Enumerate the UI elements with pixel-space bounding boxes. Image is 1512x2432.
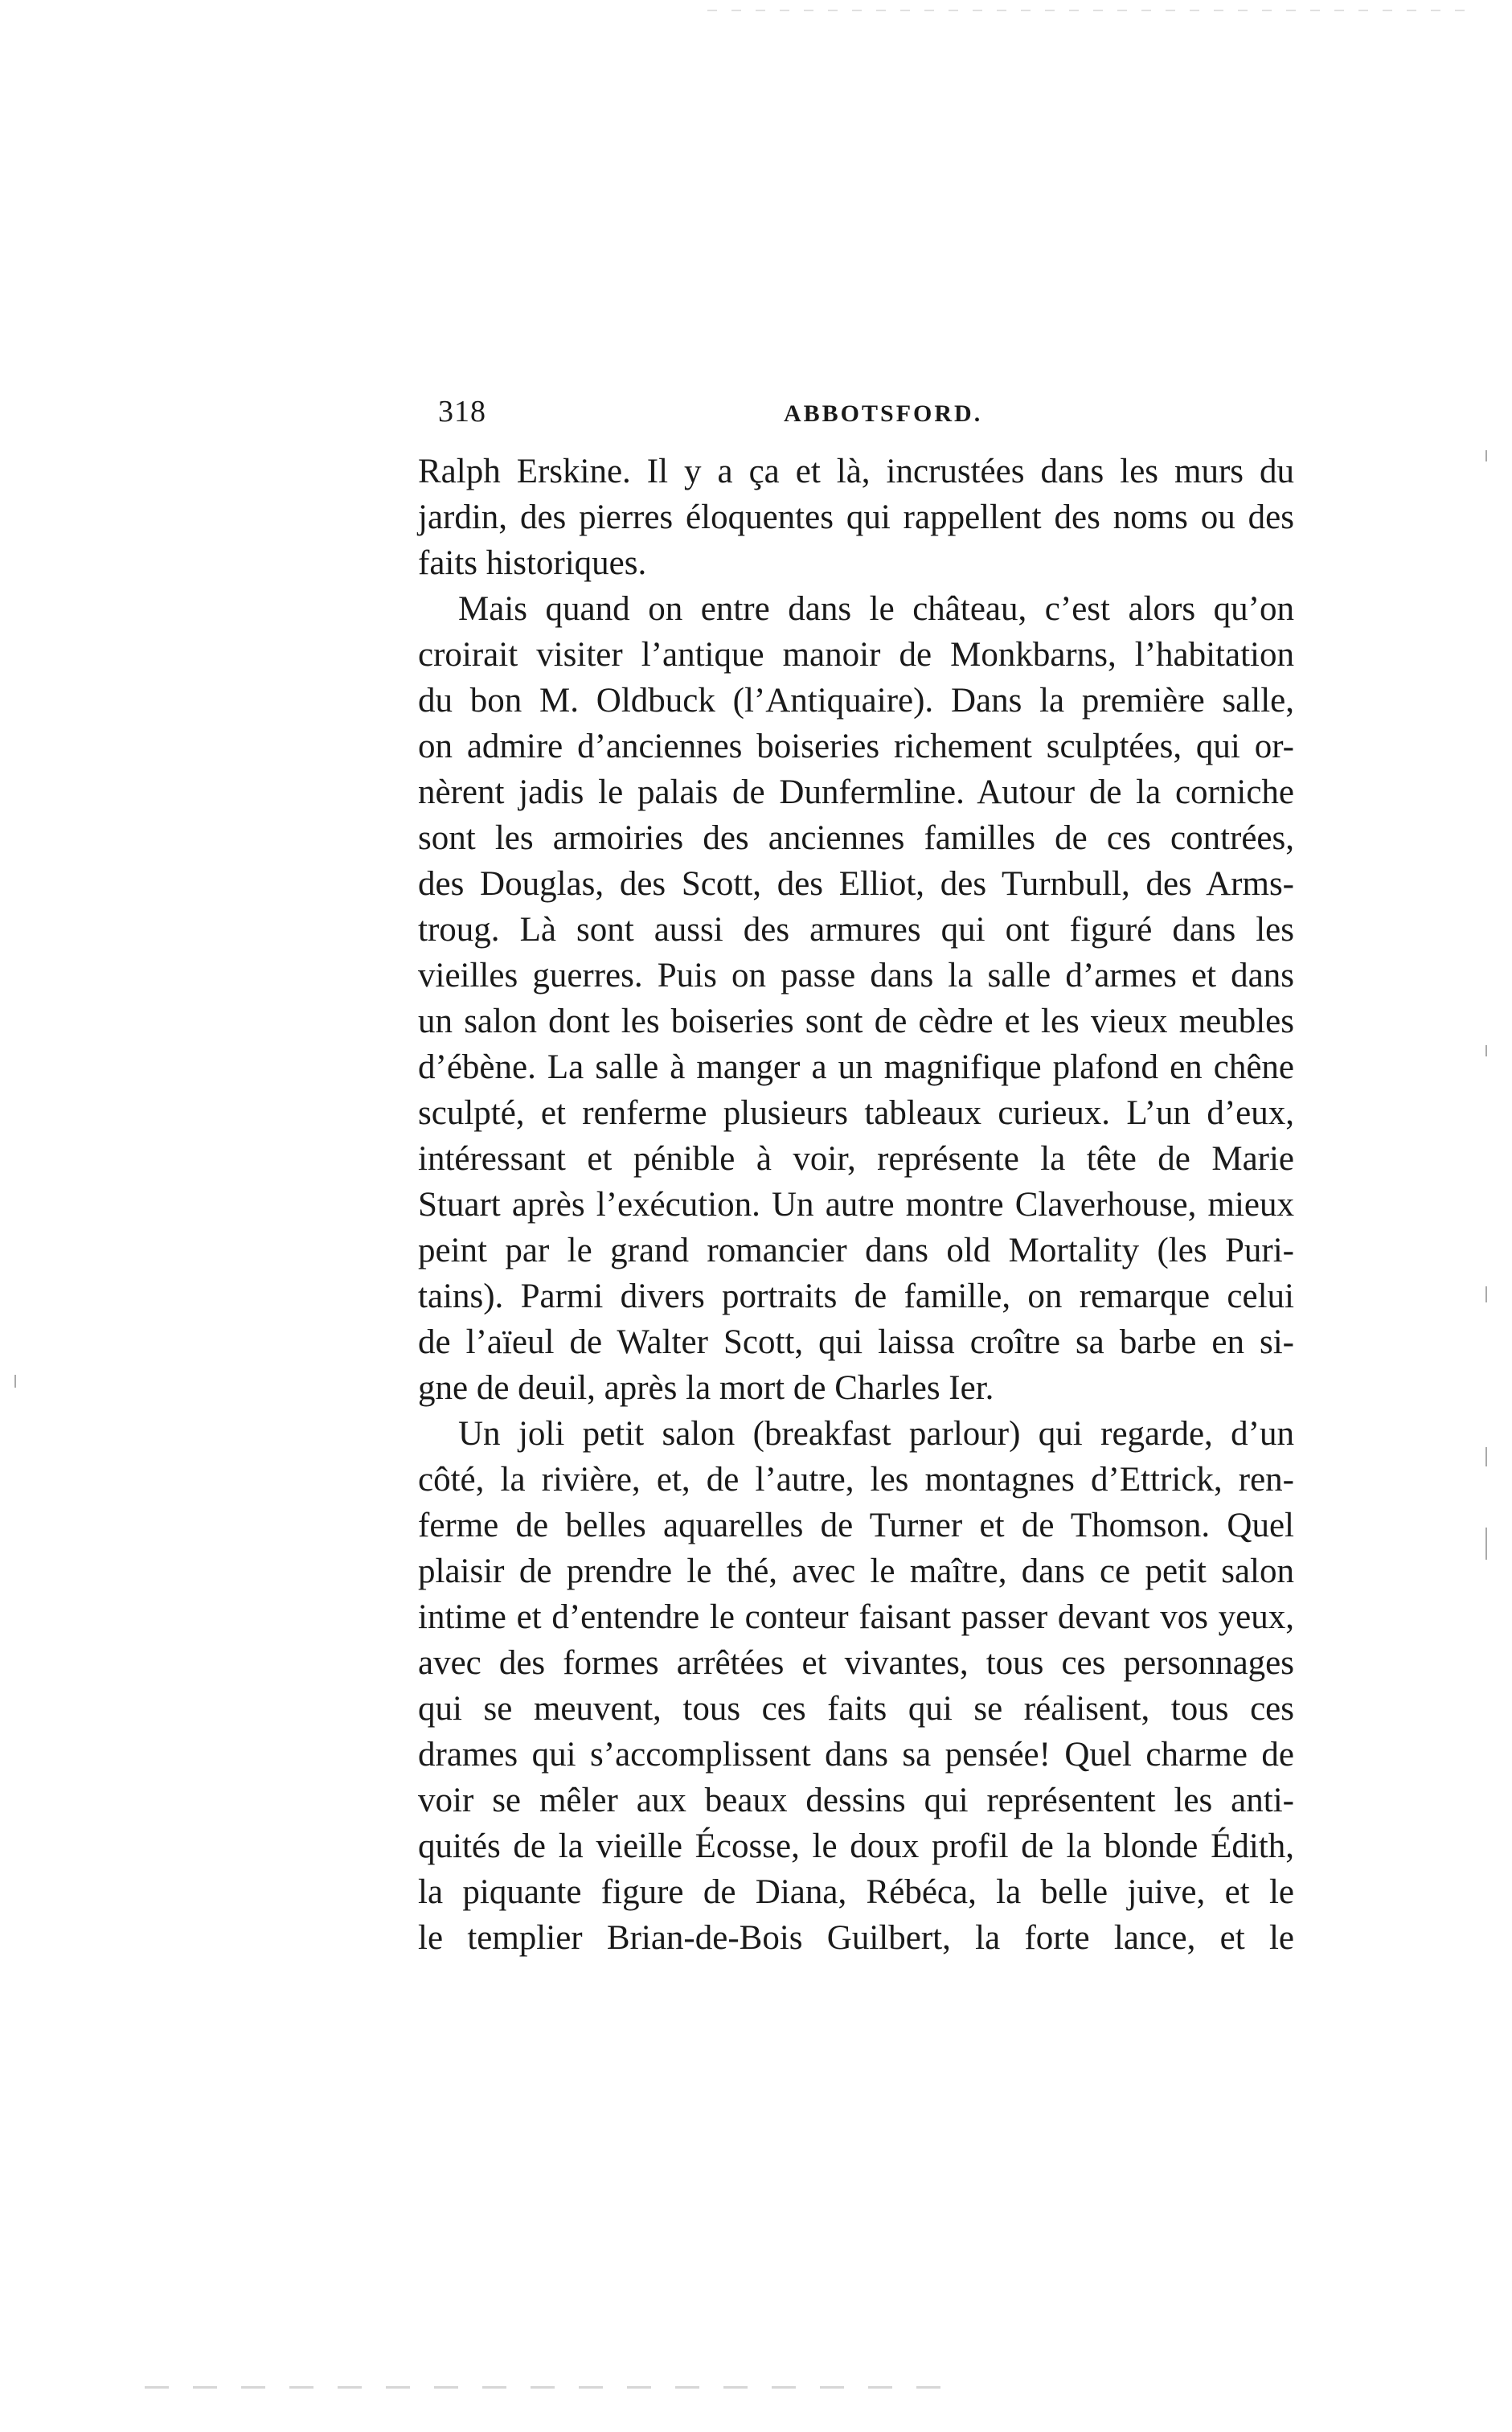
body-text bbox=[418, 449, 1294, 1961]
scan-margin-mark bbox=[1485, 450, 1487, 461]
scan-margin-mark bbox=[1485, 1286, 1487, 1302]
text-line: gne de deuil, après la mort de Charles Ier. bbox=[418, 1369, 994, 1407]
scan-edge-mark-top bbox=[707, 10, 1479, 11]
text-line: peint par le grand romancier dans old Mortality (les Puri- bbox=[418, 1232, 1294, 1269]
text-line: qui se meuvent, tous ces faits qui se réalisent, tous ces bbox=[418, 1690, 1294, 1728]
text-line: sont les armoiries des anciennes familles de ces contrées, bbox=[418, 819, 1294, 857]
text-line: Mais quand on entre dans le château, c’est alors qu’on bbox=[458, 590, 1294, 628]
text-line: voir se mêler aux beaux dessins qui représentent les anti- bbox=[418, 1782, 1294, 1819]
text-line: sculpté, et renferme plusieurs tableaux curieux. L’un d’eux, bbox=[418, 1094, 1294, 1132]
page-number: 318 bbox=[438, 395, 486, 429]
text-line: troug. Là sont aussi des armures qui ont figuré dans les bbox=[418, 911, 1294, 949]
text-line: intime et d’entendre le conteur faisant passer devant vos yeux, bbox=[418, 1598, 1294, 1636]
text-line: quités de la vieille Écosse, le doux profil de la blonde Édith, bbox=[418, 1827, 1294, 1865]
text-line: Stuart après l’exécution. Un autre montre Claverhouse, mieux bbox=[418, 1186, 1294, 1224]
text-line: drames qui s’accomplissent dans sa pensée! Quel charme de bbox=[418, 1736, 1294, 1774]
running-head bbox=[438, 394, 1302, 442]
scan-margin-mark bbox=[14, 1375, 16, 1388]
scan-margin-mark bbox=[1485, 1528, 1487, 1560]
text-line: plaisir de prendre le thé, avec le maître, dans ce petit salon bbox=[418, 1552, 1294, 1590]
text-line: Ralph Erskine. Il y a ça et là, incrustées dans les murs du bbox=[418, 453, 1294, 490]
scan-margin-mark bbox=[1485, 1045, 1487, 1056]
scan-margin-mark bbox=[1485, 1447, 1487, 1466]
text-line: vieilles guerres. Puis on passe dans la salle d’armes et dans bbox=[418, 957, 1294, 995]
running-title: ABBOTSFORD. bbox=[784, 400, 983, 427]
text-line: croirait visiter l’antique manoir de Monkbarns, l’habitation bbox=[418, 636, 1294, 674]
text-line: le templier Brian-de-Bois Guilbert, la forte lance, et le bbox=[418, 1919, 1294, 1957]
text-line: jardin, des pierres éloquentes qui rappellent des noms ou des bbox=[418, 498, 1294, 536]
text-line: de l’aïeul de Walter Scott, qui laissa croître sa barbe en si- bbox=[418, 1323, 1294, 1361]
text-line: du bon M. Oldbuck (l’Antiquaire). Dans la première salle, bbox=[418, 682, 1294, 720]
text-line: la piquante figure de Diana, Rébéca, la belle juive, et le bbox=[418, 1873, 1294, 1911]
text-line: Un joli petit salon (breakfast parlour) qui regarde, d’un bbox=[458, 1415, 1294, 1453]
text-line: ferme de belles aquarelles de Turner et de Thomson. Quel bbox=[418, 1507, 1294, 1544]
text-line: un salon dont les boiseries sont de cèdre et les vieux meubles bbox=[418, 1003, 1294, 1040]
text-line: avec des formes arrêtées et vivantes, tous ces personnages bbox=[418, 1644, 1294, 1682]
text-line: côté, la rivière, et, de l’autre, les montagnes d’Ettrick, ren- bbox=[418, 1461, 1294, 1499]
text-line: tains). Parmi divers portraits de famille, on remarque celui bbox=[418, 1278, 1294, 1315]
text-line: d’ébène. La salle à manger a un magnifique plafond en chêne bbox=[418, 1048, 1294, 1086]
text-line: des Douglas, des Scott, des Elliot, des Turnbull, des Arms- bbox=[418, 865, 1294, 903]
text-line: nèrent jadis le palais de Dunfermline. Autour de la corniche bbox=[418, 773, 1294, 811]
scan-edge-mark-bottom bbox=[145, 2386, 949, 2389]
text-line: faits historiques. bbox=[418, 544, 647, 582]
text-line: on admire d’anciennes boiseries richement sculptées, qui or- bbox=[418, 728, 1294, 765]
text-line: intéressant et pénible à voir, représente la tête de Marie bbox=[418, 1140, 1294, 1178]
